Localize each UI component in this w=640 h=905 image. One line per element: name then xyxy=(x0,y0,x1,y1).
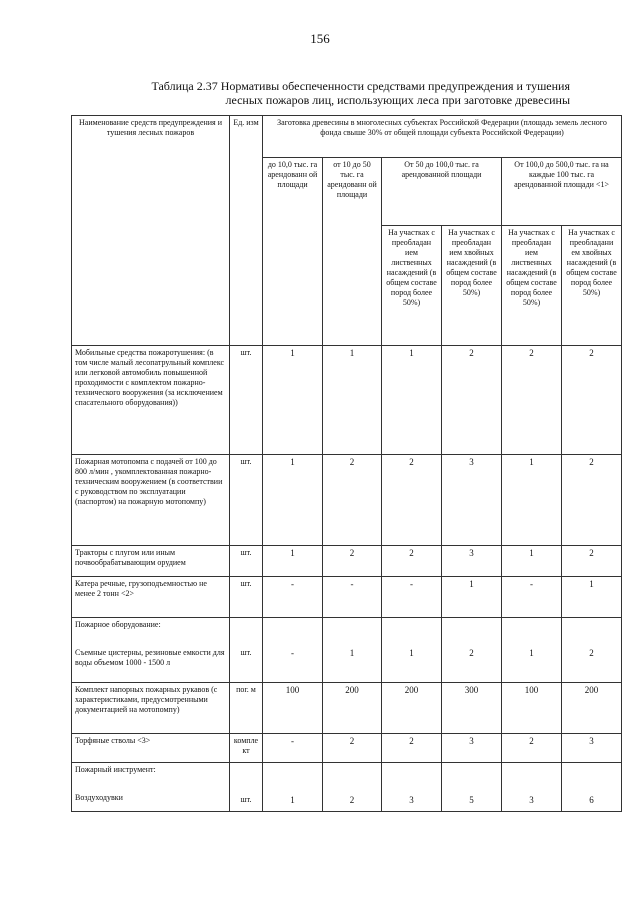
cell-value: 3 xyxy=(382,763,442,812)
cell-value: 1 xyxy=(502,618,562,683)
row-name: Тракторы с плугом или иным почвообрабатывающим орудием xyxy=(72,546,230,577)
cell-value: 3 xyxy=(562,734,622,763)
header-sub-2: На участках с преобладан ием хвойных насаждений (в общем составе пород более 50%) xyxy=(442,226,502,346)
cell-value: 1 xyxy=(442,577,502,618)
cell-value: 3 xyxy=(442,734,502,763)
row-name: Торфяные стволы <3> xyxy=(72,734,230,763)
norms-table xyxy=(71,115,622,812)
table-row xyxy=(72,763,622,812)
page-number: 156 xyxy=(310,31,330,46)
cell-value: 2 xyxy=(502,346,562,455)
cell-value: 2 xyxy=(382,546,442,577)
cell-value: 2 xyxy=(442,618,502,683)
row-group-label: Пожарный инструмент: xyxy=(75,765,156,774)
cell-value: 2 xyxy=(442,346,502,455)
cell-value: 300 xyxy=(442,683,502,734)
header-sub-3: На участках с преобладан ием лиственных насаждений (в общем составе пород более 50%) xyxy=(502,226,562,346)
caption-line-1: Таблица 2.37 Нормативы обеспеченности средствами предупреждения и тушения xyxy=(151,79,570,93)
row-group-label: Пожарное оборудование: xyxy=(75,620,161,629)
cell-value: 1 xyxy=(263,455,323,546)
cell-value: - xyxy=(263,577,323,618)
cell-value: 6 xyxy=(562,763,622,812)
row-unit: шт. xyxy=(230,577,263,618)
cell-value: 2 xyxy=(562,346,622,455)
cell-value: 2 xyxy=(323,546,382,577)
cell-value: 3 xyxy=(442,546,502,577)
cell-value: 200 xyxy=(323,683,382,734)
caption-line-2: лесных пожаров лиц, использующих леса при заготовке древесины xyxy=(225,93,570,107)
cell-value: - xyxy=(382,577,442,618)
header-name: Наименование средств предупреждения и тушения лесных пожаров xyxy=(72,116,230,346)
row-unit: шт. xyxy=(230,618,263,683)
header-col-a: до 10,0 тыс. га арендованн ой площади xyxy=(263,158,323,346)
cell-value: 2 xyxy=(382,455,442,546)
cell-value: 2 xyxy=(323,455,382,546)
header-col-c: От 50 до 100,0 тыс. га арендованной площади xyxy=(382,158,502,226)
row-unit: пог. м xyxy=(230,683,263,734)
cell-value: 1 xyxy=(323,346,382,455)
cell-value: - xyxy=(323,577,382,618)
row-name: Пожарная мотопомпа с подачей от 100 до 800 л/мин , укомплектованная пожарно-техническим вооружением (в соответствии с руководством по эксплуатации (паспортом) на пожарную мотопомпу) xyxy=(72,455,230,546)
row-name xyxy=(72,763,230,812)
table-row xyxy=(72,683,622,734)
cell-value: 1 xyxy=(323,618,382,683)
row-sub-label: Воздуходувки xyxy=(75,793,123,802)
cell-value: - xyxy=(263,734,323,763)
row-sub-label: Съемные цистерны, резиновые емкости для воды объемом 1000 - 1500 л xyxy=(75,648,225,667)
header-col-d: От 100,0 до 500,0 тыс. га на каждые 100 тыс. га арендованной площади <1> xyxy=(502,158,622,226)
table-row xyxy=(72,577,622,618)
header-sub-1: На участках с преобладан ием лиственных насаждений (в общем составе пород более 50%) xyxy=(382,226,442,346)
row-unit: шт. xyxy=(230,455,263,546)
header-col-b: от 10 до 50 тыс. га арендованн ой площади xyxy=(323,158,382,346)
cell-value: 1 xyxy=(382,618,442,683)
row-name: Комплект напорных пожарных рукавов (с характеристиками, предусмотренными документацией на мотопомпу) xyxy=(72,683,230,734)
cell-value: 1 xyxy=(263,546,323,577)
cell-value: 100 xyxy=(263,683,323,734)
cell-value: 2 xyxy=(382,734,442,763)
cell-value: 2 xyxy=(562,618,622,683)
table-caption xyxy=(60,79,570,107)
cell-value: 100 xyxy=(502,683,562,734)
header-unit: Ед. изм xyxy=(230,116,263,346)
cell-value: 2 xyxy=(562,455,622,546)
table-row xyxy=(72,618,622,683)
cell-value: 1 xyxy=(263,346,323,455)
cell-value: 1 xyxy=(502,546,562,577)
header-sub-4: На участках с преобладани ем хвойных насаждений (в общем составе пород более 50%) xyxy=(562,226,622,346)
row-unit: шт. xyxy=(230,546,263,577)
cell-value: 1 xyxy=(502,455,562,546)
cell-value: 2 xyxy=(323,763,382,812)
row-unit: шт. xyxy=(230,346,263,455)
header-group: Заготовка древесины в многолесных субъектах Российской Федерации (площадь земель лесного фонда свыше 30% от общей площади субъекта Российской Федерации) xyxy=(263,116,622,158)
table-row xyxy=(72,455,622,546)
header-row-1 xyxy=(72,116,622,158)
cell-value: 1 xyxy=(382,346,442,455)
cell-value: 3 xyxy=(442,455,502,546)
cell-value: 2 xyxy=(502,734,562,763)
cell-value: 2 xyxy=(323,734,382,763)
cell-value: 200 xyxy=(382,683,442,734)
row-name: Мобильные средства пожаротушения: (в том числе малый лесопатрульный комплекс или легковой автомобиль повышенной проходимости с комплектом пожарно-технического вооружения (за исключением спасательного оборудования)) xyxy=(72,346,230,455)
row-name: Катера речные, грузоподъемностью не менее 2 тонн <2> xyxy=(72,577,230,618)
cell-value: 1 xyxy=(562,577,622,618)
cell-value: 2 xyxy=(562,546,622,577)
cell-value: 1 xyxy=(263,763,323,812)
cell-value: 3 xyxy=(502,763,562,812)
cell-value: - xyxy=(263,618,323,683)
row-unit: компле кт xyxy=(230,734,263,763)
cell-value: 5 xyxy=(442,763,502,812)
cell-value: 200 xyxy=(562,683,622,734)
table-row xyxy=(72,546,622,577)
table-row xyxy=(72,734,622,763)
cell-value: - xyxy=(502,577,562,618)
row-unit: шт. xyxy=(230,763,263,812)
row-name xyxy=(72,618,230,683)
table-row xyxy=(72,346,622,455)
